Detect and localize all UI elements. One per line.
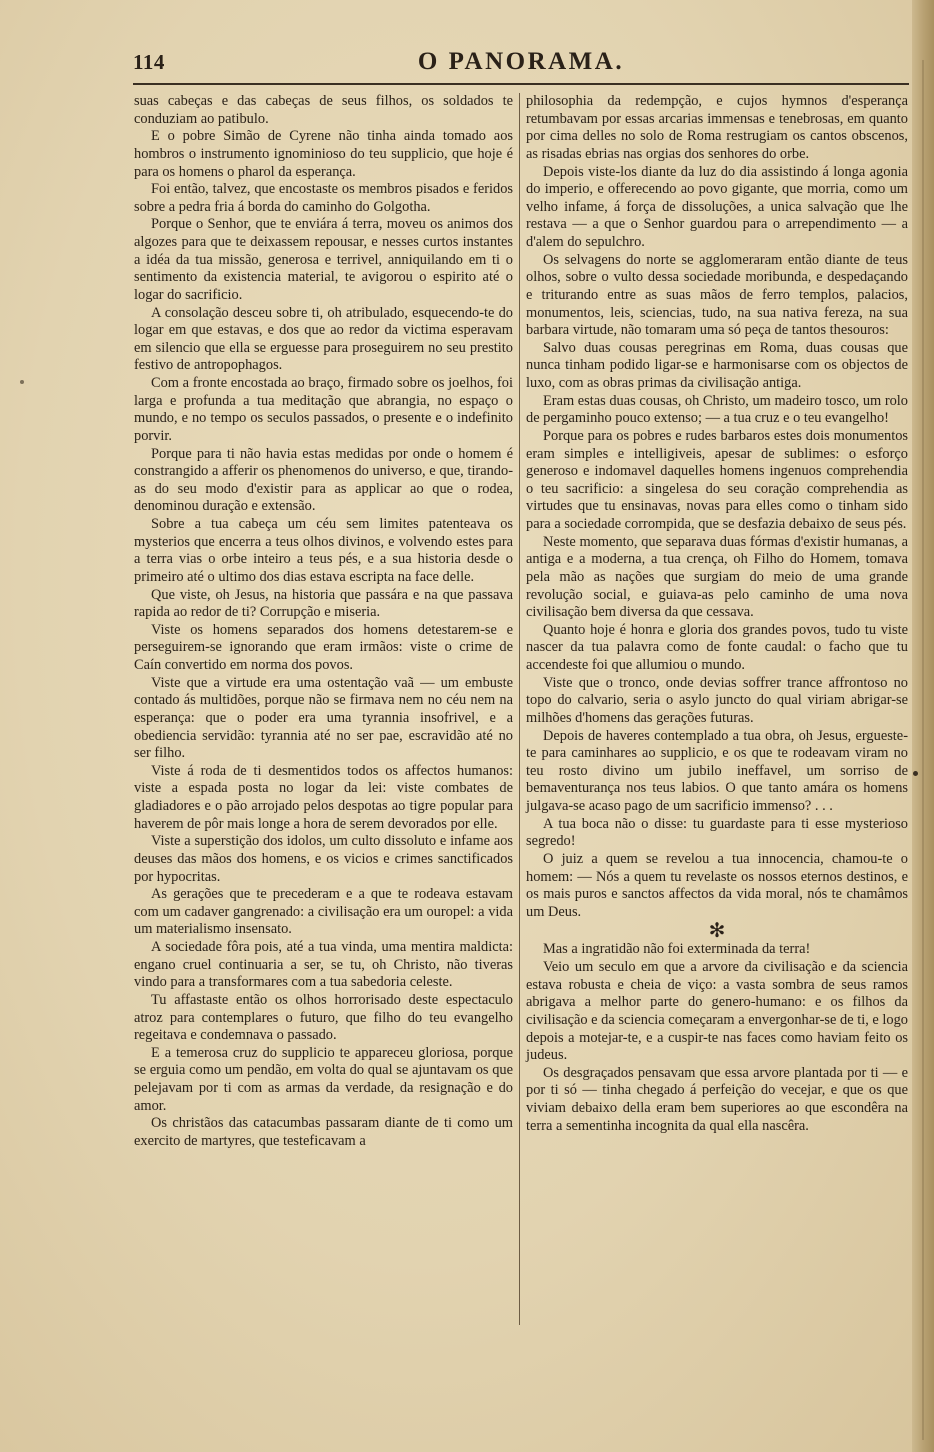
paragraph: Com a fronte encostada ao braço, firmado sobre os joelhos, foi larga e profunda a tua meditação que abrangia, no espaço o mundo, e no tempo os seculos passados, o presente e o indefinito porvir. xyxy=(134,375,513,444)
paragraph: Os selvagens do norte se agglomeraram então diante de teus olhos, sobre o vulto dessa sociedade moribunda, e despedaçando e triturando entre as suas mãos de ferro templos, palacios, monumentos, leis, sciencias, tudo, na sua nativa fereza, na sua barbara virtude, não tomaram uma só peça de tantos thesouros: xyxy=(526,251,908,339)
paragraph: As gerações que te precederam e a que te rodeava estavam com um cadaver gangrenado: a civilisação era um ouropel: a vida um materialismo insensato. xyxy=(134,886,513,938)
header-rule xyxy=(133,83,909,85)
column-divider xyxy=(519,93,520,1325)
paragraph: Viste a superstição dos idolos, um culto dissoluto e infame aos deuses das mãos dos homens, e os vicios e crimes sanctificados por hypocritas. xyxy=(134,833,513,885)
journal-title: O PANORAMA. xyxy=(417,48,625,75)
right-column xyxy=(526,93,908,1135)
section-mark-icon: ✻ xyxy=(708,920,726,943)
ink-spot xyxy=(913,771,918,776)
paragraph: A sociedade fôra pois, até a tua vinda, uma mentira maldicta: engano cruel continuaria a ser, se tu, oh Christo, não tiveras vindo para a transformares com a tua sabedoria celeste. xyxy=(134,939,513,991)
left-column xyxy=(134,93,513,1151)
paragraph: E o pobre Simão de Cyrene não tinha ainda tomado aos hombros o instrumento ignominioso do teu supplicio, que hoje é para os homens o pharol da esperança. xyxy=(134,128,513,180)
paragraph: Os desgraçados pensavam que essa arvore plantada por ti — e por ti só — tinha chegado á perfeição do vecejar, e que os que viviam debaixo della eram bem superiores ao que escondêra na terra a sementinha incognita da qual ella nascêra. xyxy=(526,1064,908,1134)
paragraph: Mas a ingratidão não foi exterminada da terra! xyxy=(543,941,811,958)
page-number: 114 xyxy=(133,50,165,74)
paragraph: Foi então, talvez, que encostaste os membros pisados e feridos sobre a pedra fria á borda do caminho do Golgotha. xyxy=(134,181,513,215)
paragraph: A consolação desceu sobre ti, oh atribulado, esquecendo-te do logar em que estavas, e dos que ao redor da victima esperavam em silencio que ella se erguesse para proseguirem no seu prestito festivo de antropophagos. xyxy=(134,304,513,374)
paragraph: Eram estas duas cousas, oh Christo, um madeiro tosco, um rolo de pergaminho pouco extenso; — a tua cruz e o teu evangelho! xyxy=(526,392,908,427)
paragraph: Neste momento, que separava duas fórmas d'existir humanas, a antiga e a moderna, a tua crença, oh Filho do Homem, tomava pela mão as nações que surgiam do meio de uma grande revolução social, e guiava-as pelo caminho de uma nova civilisação bem diversa da que cessava. xyxy=(526,533,908,621)
running-header xyxy=(133,46,909,82)
paragraph: A tua boca não o disse: tu guardaste para ti esse mysterioso segredo! xyxy=(526,815,908,850)
paragraph: O juiz a quem se revelou a tua innocencia, chamou-te o homem: — Nós a quem tu revelaste os nossos eternos destinos, e os mais puros e sanctos affectos da vida moral, nós te chamâmos um Deus. xyxy=(526,850,908,920)
paragraph: Depois viste-los diante da luz do dia assistindo á longa agonia do imperio, e offerecendo ao povo gigante, que morria, como um velho infame, á força de dissoluções, a unica salvação que lhe restava — a que o Senhor guardou para o arrependimento — a d'alem do sepulchro. xyxy=(526,163,908,250)
paragraph: Quanto hoje é honra e gloria dos grandes povos, tudo tu viste nascer da tua palavra como de fonte caudal: o facho que tu accendeste foi que allumiou o mundo. xyxy=(526,621,908,673)
paragraph: Viste que o tronco, onde devias soffrer trance affrontoso no topo do calvario, seria o asylo juncto do qual viriam abrigar-se milhões d'homens das gerações futuras. xyxy=(526,674,908,726)
paragraph: Porque o Senhor, que te enviára á terra, moveu os animos dos algozes para que te deixassem repousar, e nesses curtos instantes a idéa da tua missão, generosa e terrivel, anniquilando em ti o sentimento da existencia material, te avigorou o espirito até o logar do sacrificio. xyxy=(134,216,513,303)
page-edge-line xyxy=(922,60,924,1440)
paragraph: Viste á roda de ti desmentidos todos os affectos humanos: viste a espada posta no logar da lei: viste combates de gladiadores e o pão arrojado pelos despotas ao tigre popular para haverem de pôr mais longe a hora de serem devorados por elle. xyxy=(134,762,513,832)
paragraph: Que viste, oh Jesus, na historia que passára e na que passava rapida ao redor de ti? Corrupção e miseria. xyxy=(134,586,513,621)
paragraph: Depois de haveres contemplado a tua obra, oh Jesus, ergueste-te para caminhares ao supplicio, e os que te rodeavam viram no teu rosto divino um jubilo ineffavel, um sorriso de bemaventurança nos teus labios. O que tanto amára os homens julgava-se acaso pago de um sacrificio immenso? . . . xyxy=(526,727,908,814)
paragraph: Veio um seculo em que a arvore da civilisação e da sciencia estava robusta e cheia de viço: a vasta sombra de seus ramos abrigava a melhor parte do genero-humano: e os filhos da civilisação e da sciencia começaram a envergonhar-se de ti, e logo depois a motejar-te, e a cuspir-te nas faces como haviam feito os judeus. xyxy=(526,959,908,1064)
ink-spot xyxy=(20,380,24,384)
paragraph: Porque para os pobres e rudes barbaros estes dois monumentos eram simples e intelligiveis, apesar de sublimes: o esforço generoso e indomavel daquelles homens ingenuos comprehendia o teu sacrificio: a singelesa do seu coração comprehendia as virtudes que tu ensinavas, novas para elles como o tinham sido para a sociedade corrompida, que se desfazia debaixo de seus pés. xyxy=(526,427,908,532)
paragraph: Viste os homens separados dos homens detestarem-se e perseguirem-se ignorando que eram irmãos: viste o crime de Caín convertido em norma dos povos. xyxy=(134,621,513,673)
paragraph: Salvo duas cousas peregrinas em Roma, duas cousas que nunca tinham podido ligar-se e harmonisarse com os objectos de luxo, com as obras primas da civilisação antiga. xyxy=(526,339,908,391)
paragraph: Viste que a virtude era uma ostentação vaã — um embuste contado ás multidões, porque não se firmava nem no céu nem na esperança: que o poder era uma tyrannia insofrivel, e a obediencia servidão: tyrannia até no ser pae, escravidão até no ser filho. xyxy=(134,674,513,762)
paragraph: Os christãos das catacumbas passaram diante de ti como um exercito de martyres, que testeficavam a xyxy=(134,1115,513,1149)
paragraph: E a temerosa cruz do supplicio te appareceu gloriosa, porque se erguia como um pendão, em volta do qual se ajuntavam os que pelejavam por ti com as armas da verdade, da resignação e do amor. xyxy=(134,1044,513,1114)
paragraph: philosophia da redempção, e cujos hymnos d'esperança retumbavam por essas arcarias immensas e tenebrosas, em quanto por cima delles no solo de Roma restrugiam os cantos obscenos, as risadas ebrias nas orgias dos senhores do orbe. xyxy=(526,93,908,162)
paragraph: suas cabeças e das cabeças de seus filhos, os soldados te conduziam ao patibulo. xyxy=(134,93,513,127)
paragraph: Sobre a tua cabeça um céu sem limites patenteava os mysterios que encerra a teus olhos divinos, e volvendo estes para a terra vias o orbe inteiro a teus pés, e a sua historia desde o primeiro até o ultimo dos dias estava escripta na face delle. xyxy=(134,516,513,585)
paragraph: Porque para ti não havia estas medidas por onde o homem é constrangido a afferir os phenomenos do universo, e que, tirando-as do seu modo d'existir para as applicar ao que o rodea, denominou duração e extensão. xyxy=(134,445,513,515)
paragraph: Tu affastaste então os olhos horrorisado deste espectaculo atroz para contemplares o futuro, que filho do teu evangelho regeitava e condemnava o passado. xyxy=(134,991,513,1044)
